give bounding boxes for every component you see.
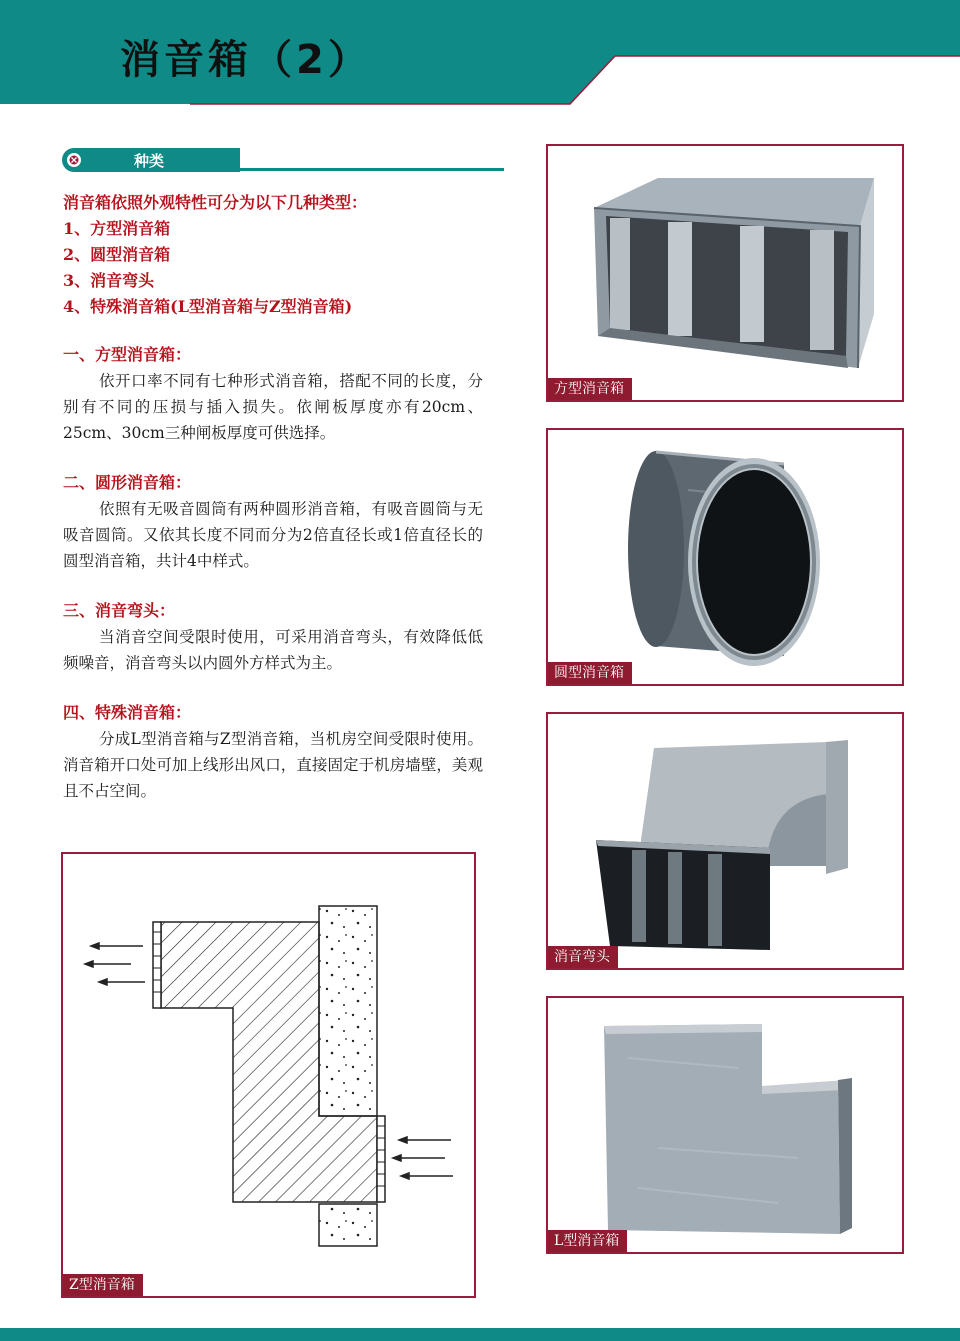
photo-elbow-silencer <box>546 712 904 970</box>
photo-square-silencer <box>546 144 904 402</box>
description-body: 当消音空间受限时使用，可采用消音弯头，有效降低低频噪音，消音弯头以内圆外方样式为主。 <box>63 628 483 672</box>
type-item: 2、圆型消音箱 <box>63 245 171 264</box>
type-item: 4、特殊消音箱(L型消音箱与Z型消音箱) <box>63 297 353 316</box>
z-silencer-diagram <box>63 854 474 1296</box>
description-round <box>63 470 483 574</box>
diagram-z-silencer <box>61 852 476 1298</box>
page-title: 消音箱（2） <box>120 37 372 83</box>
description-heading: 二、圆形消音箱： <box>63 473 192 492</box>
description-special <box>63 700 483 804</box>
l-silencer-image <box>548 998 902 1252</box>
photo-caption: L型消音箱 <box>548 1230 627 1252</box>
photo-caption: 方型消音箱 <box>548 378 632 400</box>
type-item: 3、消音弯头 <box>63 271 155 290</box>
section-tag-bar <box>60 146 506 174</box>
type-list <box>63 216 503 320</box>
description-heading: 一、方型消音箱： <box>63 345 192 364</box>
description-square <box>63 342 483 446</box>
round-silencer-image <box>548 430 902 684</box>
description-heading: 四、特殊消音箱： <box>63 703 192 722</box>
type-item: 1、方型消音箱 <box>63 219 171 238</box>
description-body: 依开口率不同有七种形式消音箱，搭配不同的长度，分别有不同的压损与插入损失。依闸板厚度亦有20cm、25cm、30cm三种闸板厚度可供选择。 <box>63 372 483 442</box>
description-elbow <box>63 598 483 676</box>
description-body: 依照有无吸音圆筒有两种圆形消音箱，有吸音圆筒与无吸音圆筒。又依其长度不同而分为2倍直径长或1倍直径长的圆型消音箱，共计4中样式。 <box>63 500 483 570</box>
description-body: 分成L型消音箱与Z型消音箱，当机房空间受限时使用。消音箱开口处可加上线形出风口，直接固定于机房墙壁，美观且不占空间。 <box>63 730 483 800</box>
diagram-caption: Z型消音箱 <box>63 1274 143 1296</box>
square-silencer-image <box>548 146 902 400</box>
description-heading: 三、消音弯头： <box>63 601 176 620</box>
photo-caption: 圆型消音箱 <box>548 662 632 684</box>
photo-round-silencer <box>546 428 904 686</box>
intro-heading: 消音箱依照外观特性可分为以下几种类型： <box>63 193 368 212</box>
footer-bar <box>0 1328 960 1341</box>
section-label: 种类 <box>134 152 165 170</box>
photo-caption: 消音弯头 <box>548 946 618 968</box>
photo-l-silencer <box>546 996 904 1254</box>
intro-block <box>63 190 503 320</box>
elbow-silencer-image <box>548 714 902 968</box>
